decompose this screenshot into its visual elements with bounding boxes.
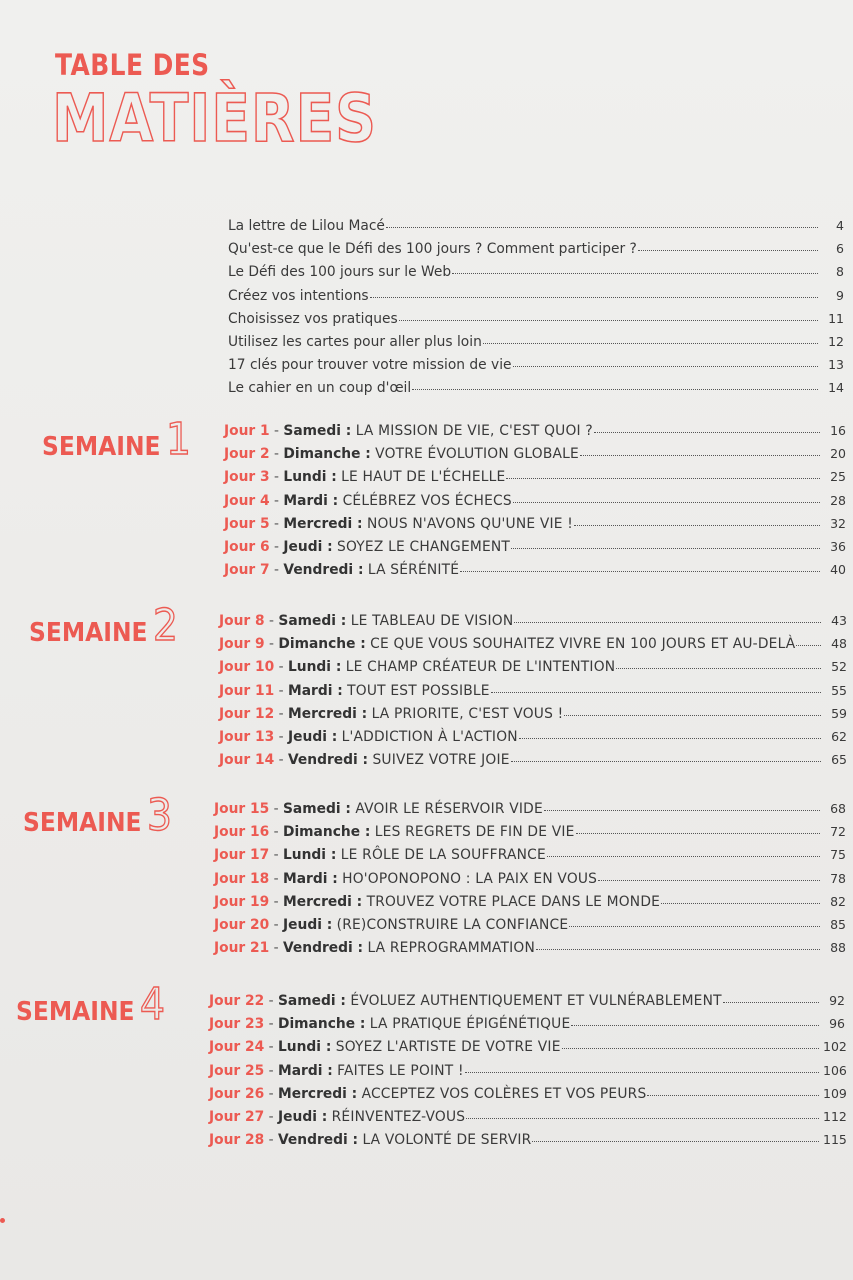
week-day-list xyxy=(219,613,847,775)
day-label xyxy=(224,469,505,485)
intro-label: 17 clés pour trouver votre mission de vie xyxy=(228,357,512,374)
separator-dash: - xyxy=(264,1039,278,1056)
weekday: Mardi : xyxy=(278,1062,333,1079)
intro-row xyxy=(228,357,844,380)
page-number: 14 xyxy=(828,380,844,396)
day-label xyxy=(224,446,579,462)
intro-row xyxy=(228,311,844,334)
separator-dash: - xyxy=(269,870,283,887)
day-number: Jour 19 xyxy=(214,893,270,910)
day-number: Jour 12 xyxy=(219,705,275,722)
intro-label: Choisissez vos pratiques xyxy=(228,310,398,327)
leader-dots xyxy=(513,502,820,503)
weekday: Jeudi : xyxy=(283,538,333,555)
day-number: Jour 17 xyxy=(214,847,270,864)
leader-dots xyxy=(466,1118,819,1119)
weekday: Mardi : xyxy=(288,682,343,699)
day-number: Jour 15 xyxy=(214,801,270,817)
leader-dots xyxy=(412,389,818,390)
page-number: 11 xyxy=(828,310,844,326)
page-number: 115 xyxy=(823,1132,847,1148)
leader-dots xyxy=(532,1141,819,1142)
day-row xyxy=(224,493,846,516)
page-number: 12 xyxy=(828,333,844,349)
leader-dots xyxy=(661,903,820,904)
separator-dash: - xyxy=(269,469,284,486)
day-number: Jour 24 xyxy=(209,1039,265,1056)
separator-dash: - xyxy=(274,682,288,699)
day-title: TOUT EST POSSIBLE xyxy=(347,682,490,699)
toc-title-line1: TABLE DES xyxy=(55,48,210,82)
weekday: Lundi : xyxy=(283,847,337,864)
day-label xyxy=(224,539,510,555)
weekday: Vendredi : xyxy=(278,1132,359,1149)
page-number: 78 xyxy=(830,870,846,886)
leader-dots xyxy=(519,738,821,739)
leader-dots xyxy=(571,1025,819,1026)
weekday: Samedi : xyxy=(278,993,346,1009)
corner-mark xyxy=(0,1218,5,1223)
day-number: Jour 23 xyxy=(209,1016,265,1033)
day-number: Jour 26 xyxy=(209,1085,265,1102)
day-label xyxy=(214,940,535,956)
week-heading xyxy=(42,414,192,465)
page-number: 28 xyxy=(830,492,846,508)
day-number: Jour 7 xyxy=(224,562,270,579)
page-number: 85 xyxy=(830,916,846,932)
week-heading xyxy=(29,600,179,651)
day-title: LES REGRETS DE FIN DE VIE xyxy=(374,824,575,841)
leader-dots xyxy=(594,432,820,433)
day-title: (RE)CONSTRUIRE LA CONFIANCE xyxy=(336,916,569,933)
weekday: Jeudi : xyxy=(278,1108,328,1125)
week-number: 2 xyxy=(152,600,179,651)
page-number: 112 xyxy=(823,1108,847,1124)
day-label xyxy=(224,562,459,578)
page-number: 92 xyxy=(829,993,845,1008)
day-label xyxy=(219,659,615,675)
week-word: SEMAINE xyxy=(42,432,161,462)
day-title: FAITES LE POINT ! xyxy=(337,1062,464,1079)
separator-dash: - xyxy=(269,423,284,439)
separator-dash: - xyxy=(274,752,288,769)
day-label xyxy=(209,1039,561,1055)
leader-dots xyxy=(452,273,818,274)
day-number: Jour 8 xyxy=(219,613,265,629)
leader-dots xyxy=(370,297,818,298)
day-row xyxy=(224,562,846,585)
week-word: SEMAINE xyxy=(23,808,142,838)
day-number: Jour 6 xyxy=(224,538,270,555)
day-title: CE QUE VOUS SOUHAITEZ VIVRE EN 100 JOURS ET AU-DELÀ xyxy=(370,636,796,653)
day-label xyxy=(209,1016,570,1032)
day-label xyxy=(214,917,568,933)
intro-label: Qu'est-ce que le Défi des 100 jours ? Comment participer ? xyxy=(228,241,637,258)
day-row xyxy=(224,516,846,539)
day-row xyxy=(209,1016,845,1039)
page-number: 109 xyxy=(823,1085,847,1101)
day-row xyxy=(214,940,846,963)
intro-row xyxy=(228,241,844,264)
week-heading xyxy=(16,979,166,1030)
day-title: LE CHAMP CRÉATEUR DE L'INTENTION xyxy=(345,659,616,676)
day-title: LA PRATIQUE ÉPIGÉNÉTIQUE xyxy=(369,1016,571,1033)
leader-dots xyxy=(511,761,821,762)
leader-dots xyxy=(723,1002,819,1003)
separator-dash: - xyxy=(269,916,283,933)
page-number: 55 xyxy=(831,682,847,698)
separator-dash: - xyxy=(264,1062,278,1079)
weekday: Lundi : xyxy=(283,469,337,486)
leader-dots xyxy=(569,926,820,927)
leader-dots xyxy=(564,715,821,716)
separator-dash: - xyxy=(264,993,278,1009)
weekday: Dimanche : xyxy=(283,446,371,463)
page-number: 20 xyxy=(830,446,846,462)
day-label xyxy=(219,613,513,629)
day-row xyxy=(214,801,846,824)
day-label xyxy=(214,871,597,887)
day-label xyxy=(209,1109,465,1125)
day-title: ACCEPTEZ VOS COLÈRES ET VOS PEURS xyxy=(361,1085,647,1102)
day-row xyxy=(209,1132,845,1155)
leader-dots xyxy=(483,343,818,344)
weekday: Samedi : xyxy=(283,423,352,439)
day-number: Jour 4 xyxy=(224,492,270,509)
leader-dots xyxy=(491,692,821,693)
leader-dots xyxy=(386,227,818,228)
week-word: SEMAINE xyxy=(29,618,148,648)
day-row xyxy=(224,446,846,469)
page-number: 32 xyxy=(830,515,846,531)
page-number: 13 xyxy=(828,357,844,373)
week-number: 1 xyxy=(165,414,192,465)
separator-dash: - xyxy=(269,893,283,910)
day-number: Jour 10 xyxy=(219,659,275,676)
leader-dots xyxy=(511,548,820,549)
separator-dash: - xyxy=(269,538,284,555)
leader-dots xyxy=(638,250,818,251)
day-title: L'ADDICTION À L'ACTION xyxy=(341,728,518,745)
day-number: Jour 18 xyxy=(214,870,270,887)
separator-dash: - xyxy=(269,492,284,509)
week-number: 3 xyxy=(146,790,173,841)
day-row xyxy=(219,659,847,682)
day-label xyxy=(219,636,795,652)
day-title: SOYEZ LE CHANGEMENT xyxy=(337,538,511,555)
weekday: Mercredi : xyxy=(288,705,368,722)
page-number: 40 xyxy=(830,562,846,578)
weekday: Mercredi : xyxy=(283,515,363,532)
leader-dots xyxy=(514,622,821,623)
page-number: 52 xyxy=(831,659,847,675)
day-row xyxy=(219,706,847,729)
separator-dash: - xyxy=(274,705,288,722)
day-number: Jour 2 xyxy=(224,446,270,463)
day-row xyxy=(214,871,846,894)
day-number: Jour 16 xyxy=(214,824,270,841)
day-label xyxy=(214,894,660,910)
day-title: SUIVEZ VOTRE JOIE xyxy=(372,752,510,769)
day-label xyxy=(209,1132,531,1148)
day-row xyxy=(214,824,846,847)
day-number: Jour 20 xyxy=(214,916,270,933)
intro-label: Le Défi des 100 jours sur le Web xyxy=(228,264,452,281)
day-title: LA REPROGRAMMATION xyxy=(367,940,535,957)
day-title: CÉLÉBREZ VOS ÉCHECS xyxy=(342,492,512,509)
weekday: Mercredi : xyxy=(283,893,363,910)
day-number: Jour 13 xyxy=(219,728,275,745)
page-number: 82 xyxy=(830,893,846,909)
weekday: Vendredi : xyxy=(283,940,364,957)
day-title: LE TABLEAU DE VISION xyxy=(350,613,514,629)
day-title: SOYEZ L'ARTISTE DE VOTRE VIE xyxy=(335,1039,561,1056)
separator-dash: - xyxy=(264,1108,278,1125)
page-number: 48 xyxy=(831,636,847,652)
leader-dots xyxy=(562,1048,819,1049)
separator-dash: - xyxy=(264,1085,278,1102)
separator-dash: - xyxy=(264,1016,278,1033)
leader-dots xyxy=(580,455,820,456)
week-day-list xyxy=(209,993,845,1155)
day-row xyxy=(209,1086,845,1109)
day-title: ÉVOLUEZ AUTHENTIQUEMENT ET VULNÉRABLEMENT xyxy=(350,993,722,1009)
page-number: 65 xyxy=(831,752,847,768)
day-label xyxy=(219,729,518,745)
leader-dots xyxy=(544,810,820,811)
day-label xyxy=(224,493,512,509)
day-label xyxy=(219,683,490,699)
day-row xyxy=(224,469,846,492)
day-label xyxy=(214,801,543,817)
separator-dash: - xyxy=(269,801,283,817)
day-label xyxy=(224,516,573,532)
page-number: 68 xyxy=(830,801,846,816)
separator-dash: - xyxy=(269,446,284,463)
weekday: Dimanche : xyxy=(278,636,366,653)
page-number: 88 xyxy=(830,940,846,956)
leader-dots xyxy=(460,571,820,572)
page-number: 36 xyxy=(830,538,846,554)
day-number: Jour 5 xyxy=(224,515,270,532)
separator-dash: - xyxy=(269,515,284,532)
day-label xyxy=(209,1063,464,1079)
leader-dots xyxy=(647,1095,819,1096)
day-number: Jour 28 xyxy=(209,1132,265,1149)
intro-row xyxy=(228,288,844,311)
day-title: VOTRE ÉVOLUTION GLOBALE xyxy=(375,446,579,463)
toc-title-line2: MATIÈRES xyxy=(52,80,377,157)
page-number: 6 xyxy=(836,241,844,257)
leader-dots xyxy=(796,645,821,646)
page-number: 9 xyxy=(836,287,844,303)
day-row xyxy=(214,917,846,940)
day-title: RÉINVENTEZ-VOUS xyxy=(331,1108,466,1125)
weekday: Dimanche : xyxy=(283,824,371,841)
separator-dash: - xyxy=(269,562,284,579)
page-number: 25 xyxy=(830,469,846,485)
day-row xyxy=(224,539,846,562)
day-row xyxy=(219,752,847,775)
intro-row xyxy=(228,380,844,403)
leader-dots xyxy=(574,525,820,526)
day-number: Jour 14 xyxy=(219,752,275,769)
day-number: Jour 3 xyxy=(224,469,270,486)
day-title: HO'OPONOPONO : LA PAIX EN VOUS xyxy=(342,870,598,887)
day-row xyxy=(209,993,845,1016)
page-number: 43 xyxy=(831,613,847,628)
day-row xyxy=(219,729,847,752)
page-number: 4 xyxy=(836,218,844,233)
day-title: LE RÔLE DE LA SOUFFRANCE xyxy=(340,847,546,864)
day-title: LA MISSION DE VIE, C'EST QUOI ? xyxy=(355,423,593,439)
day-row xyxy=(224,423,846,446)
weekday: Dimanche : xyxy=(278,1016,366,1033)
day-row xyxy=(214,894,846,917)
day-label xyxy=(209,993,722,1009)
leader-dots xyxy=(598,880,820,881)
day-title: LE HAUT DE L'ÉCHELLE xyxy=(341,469,506,486)
day-title: LA PRIORITE, C'EST VOUS ! xyxy=(371,705,564,722)
day-number: Jour 11 xyxy=(219,682,275,699)
leader-dots xyxy=(536,949,820,950)
page-number: 96 xyxy=(829,1016,845,1032)
day-title: LA SÉRÉNITÉ xyxy=(367,562,460,579)
intro-row xyxy=(228,264,844,287)
day-number: Jour 22 xyxy=(209,993,265,1009)
weekday: Jeudi : xyxy=(288,728,338,745)
intro-label: Utilisez les cartes pour aller plus loin xyxy=(228,333,482,350)
day-row xyxy=(219,613,847,636)
day-number: Jour 21 xyxy=(214,940,270,957)
page-number: 72 xyxy=(830,824,846,840)
weekday: Vendredi : xyxy=(283,562,364,579)
page-number: 59 xyxy=(831,705,847,721)
separator-dash: - xyxy=(274,659,288,676)
leader-dots xyxy=(576,833,820,834)
day-number: Jour 27 xyxy=(209,1108,265,1125)
week-heading xyxy=(23,790,173,841)
day-label xyxy=(219,706,563,722)
separator-dash: - xyxy=(264,613,279,629)
weekday: Jeudi : xyxy=(283,916,333,933)
page-number: 16 xyxy=(830,423,846,438)
day-label xyxy=(214,847,546,863)
intro-label: La lettre de Lilou Macé xyxy=(228,218,385,234)
intro-label: Le cahier en un coup d'œil xyxy=(228,380,412,397)
week-number: 4 xyxy=(139,979,166,1030)
day-row xyxy=(219,636,847,659)
day-row xyxy=(209,1039,845,1062)
day-label xyxy=(224,423,593,439)
day-number: Jour 25 xyxy=(209,1062,265,1079)
intro-row xyxy=(228,218,844,241)
weekday: Mardi : xyxy=(283,492,339,509)
intro-row xyxy=(228,334,844,357)
weekday: Mercredi : xyxy=(278,1085,358,1102)
separator-dash: - xyxy=(264,636,279,653)
page-number: 62 xyxy=(831,728,847,744)
weekday: Samedi : xyxy=(283,801,351,817)
leader-dots xyxy=(506,478,820,479)
day-label xyxy=(219,752,510,768)
intro-list xyxy=(228,218,844,404)
week-day-list xyxy=(224,423,846,585)
weekday: Vendredi : xyxy=(288,752,369,769)
weekday: Lundi : xyxy=(288,659,342,676)
leader-dots xyxy=(513,366,818,367)
separator-dash: - xyxy=(269,940,283,957)
separator-dash: - xyxy=(269,847,283,864)
leader-dots xyxy=(616,668,821,669)
day-label xyxy=(214,824,575,840)
leader-dots xyxy=(399,320,818,321)
separator-dash: - xyxy=(269,824,283,841)
day-row xyxy=(219,683,847,706)
day-title: AVOIR LE RÉSERVOIR VIDE xyxy=(355,801,543,817)
weekday: Samedi : xyxy=(278,613,347,629)
day-title: NOUS N'AVONS QU'UNE VIE ! xyxy=(366,515,573,532)
page-number: 75 xyxy=(830,847,846,863)
leader-dots xyxy=(465,1072,819,1073)
day-row xyxy=(209,1063,845,1086)
week-day-list xyxy=(214,801,846,963)
day-title: LA VOLONTÉ DE SERVIR xyxy=(362,1132,532,1149)
weekday: Mardi : xyxy=(283,870,338,887)
weekday: Lundi : xyxy=(278,1039,332,1056)
day-label xyxy=(209,1086,646,1102)
page-number: 8 xyxy=(836,264,844,280)
leader-dots xyxy=(547,856,820,857)
page-number: 102 xyxy=(823,1039,847,1055)
day-row xyxy=(214,847,846,870)
intro-label: Créez vos intentions xyxy=(228,287,369,304)
week-word: SEMAINE xyxy=(16,997,135,1027)
page-number: 106 xyxy=(823,1062,847,1078)
day-number: Jour 1 xyxy=(224,423,270,439)
separator-dash: - xyxy=(264,1132,278,1149)
day-row xyxy=(209,1109,845,1132)
day-number: Jour 9 xyxy=(219,636,265,653)
separator-dash: - xyxy=(274,728,288,745)
day-title: TROUVEZ VOTRE PLACE DANS LE MONDE xyxy=(366,893,661,910)
